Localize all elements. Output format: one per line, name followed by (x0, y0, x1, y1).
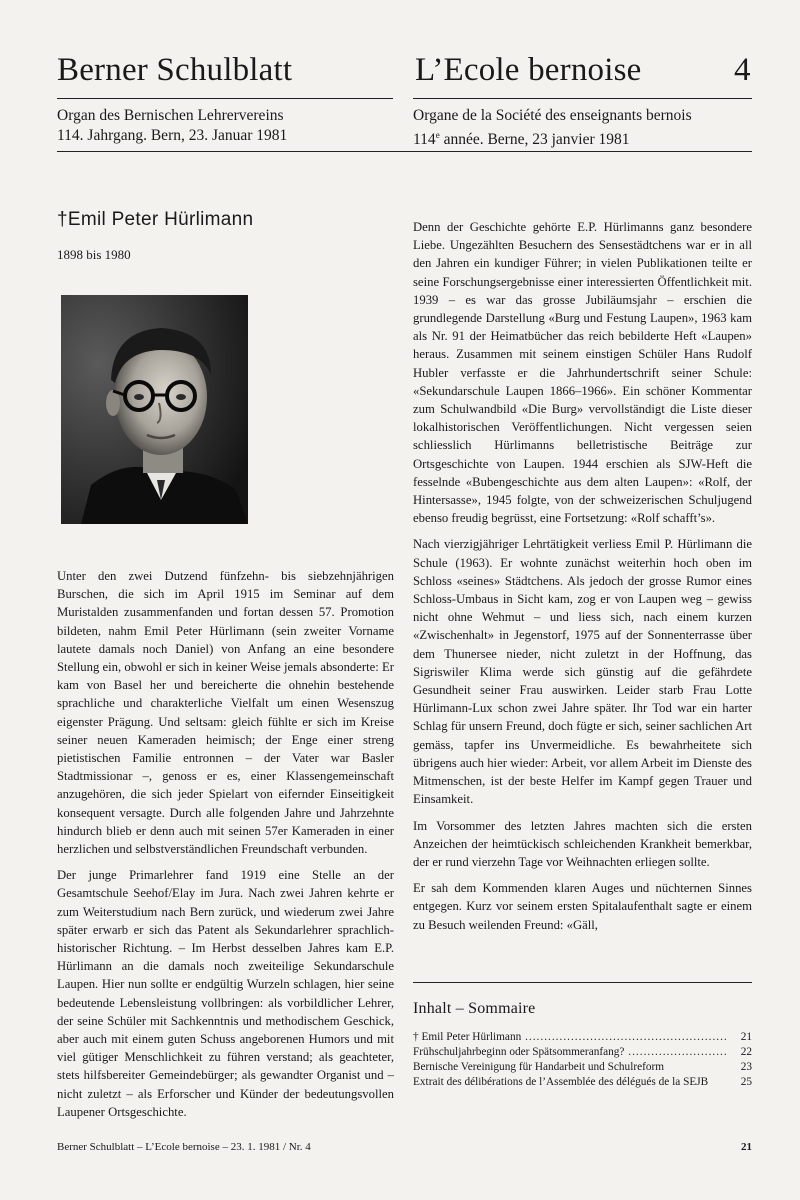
article-column-right (413, 218, 752, 942)
date-de: 114. Jahrgang. Bern, 23. Januar 1981 (57, 127, 288, 144)
page-number: 21 (741, 1141, 752, 1153)
toc-rule (413, 982, 752, 983)
toc-item[interactable]: Frühschuljahrbeginn oder Spätsommeranfang? ..... 22 (413, 1045, 752, 1060)
portrait-photo (61, 295, 248, 524)
org-de: Organ des Bernischen Lehrervereins (57, 107, 284, 124)
toc-list (413, 1030, 752, 1090)
paragraph: Der junge Primarlehrer fand 1919 eine Stelle an der Gesamtschule Seehof/Elay im Jura. Nach zwei Jahren kehrte er zum Weiterstudium nach Bern zurück, und wiederum zwei Jahre später erwarb er sich das Patent als Sekundarlehrer sprachlich-historischer Richtung. – Im Herbst desselben Jahres kam E.P. Hürlimann an die damals noch zweiteilige Sekundarschule Laupen. Hier nun sollte er endgültig Wurzeln schlagen, hier seine bedeutende Lebensleistung vollbringen: als vorbildlicher Lehrer, der seine Schüler mit Sachkenntnis und methodischem Geschick, aber auch mit einem guten Schuss angeborenen Humors und mit viel gütiger Menschlichkeit zu führen verstand; als geachteter, stets hilfsbereiter Gemeindebürger; als gewandter Organist und – nicht zuletzt – als Erforscher und Künder der bedeutungsvollen Laupener Ortsgeschichte. (57, 868, 394, 1119)
toc-item[interactable]: Bernische Vereinigung für Handarbeit und Schulreform 23 (413, 1061, 752, 1073)
header-rule (57, 151, 752, 152)
paragraph: Nach vierzigjähriger Lehrtätigkeit verliess Emil P. Hürlimann die Schule (1963). Er wohnte zunächst weiterhin hoch oben im Schloss «seines» Städtchens. Als jedoch der grosse Rumor eines Schloss-Umbaus in Sicht kam, zog er von Laupen weg – gewiss nicht ohne Wehmut – und liess sich, nach einem kurzen «Zwischenhalt» in Jegenstorf, 1975 auf der Sonnenterrasse über dem Thunersee nieder, nicht zuletzt in der Hoffnung, das Sigriswiler Klima werde sich günstig auf die gefährdete Gesundheit seiner Frau auswirken. Leider starb Frau Lotte Hürlimann-Lux schon zwei Jahre später. Ihr Tod war ein harter Schlag für unsern Freund, doch fügte er sich, seiner sachlichen Art gemäss, tapfer ins Unvermeidliche. Es bewahrheitete sich übrigens auch hier wieder: Arbeit, vor allem Arbeit im Dienste des Mitmenschen, ist der beste Helfer im Kampf gegen Trauer und Einsamkeit. (413, 537, 752, 807)
article-years: 1898 bis 1980 (57, 247, 131, 262)
article-title: †Emil Peter Hürlimann (57, 209, 254, 230)
paragraph: Im Vorsommer des letzten Jahres machten sich die ersten Anzeichen der heimtückisch schleichenden Krankheit bemerkbar, der er rund vierzehn Tage vor Weihnachten erliegen sollte. (413, 818, 752, 869)
masthead-rule-right (413, 98, 752, 99)
masthead-title-fr: L’Ecole bernoise (415, 52, 642, 88)
footer-text: Berner Schulblatt – L’Ecole bernoise – 23. 1. 1981 / Nr. 4 (57, 1141, 311, 1153)
paragraph: Unter den zwei Dutzend fünfzehn- bis siebzehnjährigen Burschen, die sich im April 1915 im Seminar auf dem Muristalden zusammenfanden und fortan dessen 57. Promotion bildeten, nahm Emil Peter Hürlimann (sein zweiter Vorname lautete damals noch Daniel) von Anfang an eine besondere Stellung ein, obwohl er sich in keiner Weise jemals absonderte: Er kam von Basel her und bereicherte die ohnehin bestehende sprachliche und charakterliche Vielfalt um einen Wesenszug eigenster Prägung. Und seltsam: gleich fühlte er sich im Kreise seiner neuen Kameraden heimisch; der Enge einer streng pietistischen Familie entronnen – der Vater war Basler Stadtmissionar –, genoss er es, einer Klassengemeinschaft anzugehören, die sich jeder Spielart von eifernder Einseitigkeit konsequent versagte. Durch alle folgenden Jahre und Jahrzehnte hindurch blieb er denn auch mit seinen 57er Kameraden in einer herzlichen und selbstverständlichen Freundschaft verbunden. (57, 569, 394, 857)
toc-title: Inhalt – Sommaire (413, 1000, 536, 1017)
paragraph: Denn der Geschichte gehörte E.P. Hürlimanns ganz besondere Liebe. Ungezählten Besuchern des Sensestädtchens war er in all den Jahren ein kundiger Führer; in vielen Publikationen teilte er seine Forschungsergebnisse einer interessierten Öffentlichkeit mit. 1939 – es war das grosse Jubiläumsjahr – erschien die grundlegende Darstellung «Burg und Festung Laupen», 1963 kam als Nr. 91 der Heimatbücher das reich bebilderte Heft «Laupen» heraus. Zusammen mit seinem einstigen Schüler Hans Rudolf Hubler verfasste er die Jahrhundertschrift seiner Schule: «Sekundarschule Laupen 1866–1966». Ein schöner Kommentar zum Schulwandbild «Die Burg» vervollständigt die Liste dieser lokalhistorischen Veröffentlichungen. Nicht vergessen seien schliesslich Hürlimanns belletristische Beiträge zur Ortsgeschichte von Laupen. 1944 erschien als SJW-Heft die fesselnde «Bubengeschichte aus dem alten Laupen»: «Rolf, der Hintersasse», 1945 folgte, von der schweizerischen Schuljugend ebenso freudig begrüsst, eine Fortsetzung: «Rolf schafft’s». (413, 220, 752, 526)
issue-number: 4 (734, 52, 751, 88)
paragraph: Er sah dem Kommenden klaren Auges und nüchternen Sinnes entgegen. Kurz vor seinem ersten Spitalaufenthalt sagte er einem zu Besuch weilenden Freund: «Gäll, (413, 881, 752, 932)
toc-item[interactable]: † Emil Peter Hürlimann ..... 21 (413, 1030, 752, 1045)
org-fr: Organe de la Société des enseignants bernois (413, 107, 692, 124)
date-fr: 114e année. Berne, 23 janvier 1981 (413, 130, 630, 149)
masthead-rule-left (57, 98, 393, 99)
toc-item[interactable]: Extrait des délibérations de l’Assemblée des délégués de la SEJB 25 (413, 1076, 752, 1088)
masthead-title-de: Berner Schulblatt (57, 52, 293, 88)
article-column-left (57, 567, 394, 1129)
